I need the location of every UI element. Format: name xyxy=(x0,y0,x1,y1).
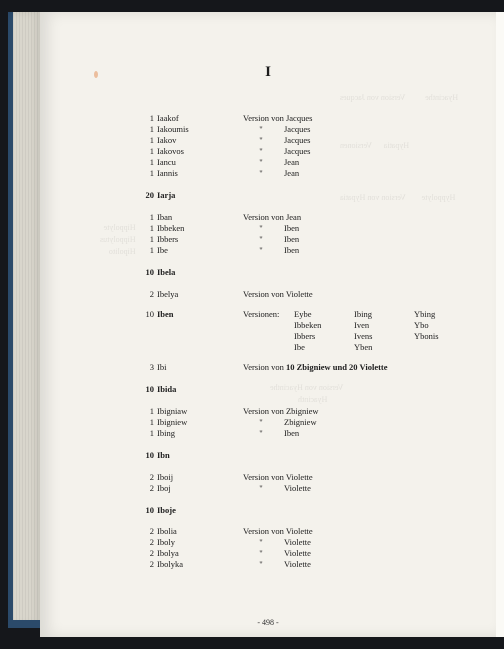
entry-name: Iben xyxy=(157,309,174,319)
entry-name: Ibe xyxy=(157,245,168,255)
entry-name: Iancu xyxy=(157,157,176,167)
ditto-mark: " xyxy=(259,124,263,134)
entry-name: Ibn xyxy=(157,450,170,460)
entry-count: 1 xyxy=(149,146,154,156)
entry-count: 10 xyxy=(145,450,154,460)
entry-count: 1 xyxy=(149,212,154,222)
entry-name: Ibelya xyxy=(157,289,179,299)
entry-row xyxy=(40,482,496,495)
entry-reference: Jean xyxy=(284,168,300,178)
entry-count: 1 xyxy=(149,168,154,178)
entry-reference: Violette xyxy=(284,483,311,493)
entry-version: Version von Zbigniew xyxy=(243,406,319,416)
entry-name: Ibing xyxy=(157,428,175,438)
entry-count: 1 xyxy=(149,124,154,134)
entry-name: Iaakof xyxy=(157,113,179,123)
ditto-mark: " xyxy=(259,146,263,156)
entry-name: Iakovos xyxy=(157,146,184,156)
ditto-mark: " xyxy=(259,483,263,493)
version-name: Ybonis xyxy=(414,331,439,341)
versions-label: Versionen: xyxy=(243,309,280,319)
entry-row xyxy=(40,244,496,257)
entry-count: 10 xyxy=(145,309,154,319)
entry-count: 1 xyxy=(149,428,154,438)
entry-version: Version von Violette xyxy=(243,289,313,299)
entry-reference: Violette xyxy=(284,548,311,558)
entry-name: Iboly xyxy=(157,537,175,547)
entry-reference: Jean xyxy=(284,157,300,167)
section-letter: I xyxy=(265,64,271,80)
entry-count: 10 xyxy=(145,384,154,394)
version-name: Iven xyxy=(354,320,370,330)
book-page-edges xyxy=(8,12,42,624)
ditto-mark: " xyxy=(259,223,263,233)
entry-row xyxy=(40,266,496,279)
ditto-mark: " xyxy=(259,157,263,167)
entry-row xyxy=(40,308,496,352)
entry-row xyxy=(40,449,496,462)
entry-name: Iboje xyxy=(157,505,176,515)
entry-version-bold: 10 Zbigniew und 20 Violette xyxy=(285,362,388,372)
entry-row xyxy=(40,504,496,517)
entry-row xyxy=(40,288,496,301)
version-name: Ibbeken xyxy=(294,320,322,330)
entry-version: Version von Jean xyxy=(243,212,302,222)
entry-version: Version von Violette xyxy=(243,472,313,482)
entry-name: Ibela xyxy=(157,267,176,277)
ditto-mark: " xyxy=(259,428,263,438)
entry-row xyxy=(40,189,496,202)
version-name: Ivens xyxy=(354,331,373,341)
version-name: Eybe xyxy=(294,309,312,319)
entry-count: 2 xyxy=(149,483,154,493)
entry-reference: Iben xyxy=(284,223,300,233)
entry-version: Version von Violette xyxy=(243,526,313,536)
version-name: Ybing xyxy=(414,309,436,319)
entry-count: 2 xyxy=(149,537,154,547)
entry-version: Version von 10 Zbigniew und 20 Violette xyxy=(243,362,388,372)
entry-name: Ibbers xyxy=(157,234,179,244)
entry-name: Iannis xyxy=(157,168,178,178)
entry-name: Ibigniew xyxy=(157,417,188,427)
version-name: Ybo xyxy=(414,320,429,330)
entry-count: 2 xyxy=(149,526,154,536)
entry-count: 2 xyxy=(149,559,154,569)
version-name: Ibing xyxy=(354,309,372,319)
entry-count: 20 xyxy=(145,190,154,200)
entry-count: 2 xyxy=(149,472,154,482)
entry-name: Ibolya xyxy=(157,548,179,558)
version-name: Ibe xyxy=(294,342,305,352)
ditto-mark: " xyxy=(259,245,263,255)
entry-name: Iarja xyxy=(157,190,176,200)
entry-reference: Iben xyxy=(284,245,300,255)
book-page: Hyacinthe Version von Jacques Hypatia Versionen Hyppolyte Version von Hypatia Hippolyte Hippolytus Hipolito Version von Hyacinthe Hyacinth I 1 Iaakof Version von Jacques 1 Iakoumis " Jacques 1 Iakov " Jacques 1 Iakovos " Jacques 1 Iancu " Jean 1 Iannis " Jean 20 Iarja 1 Iban Version von Jean 1 Ibbeken " Iben 1 Ibbers " Iben 1 Ibe " Iben 10 Ibela 2 Ibelya Version von Violette 10 Iben Versionen: Eybe Ibing Ybing Ibbeken Iven Ybo Ibbers Ivens Ybonis Ibe Yben 3 Ibi Version von 10 Zbigniew und 20 Violette 10 Ibida 1 Ibigniaw Version von Zbigniew 1 Ibigniew " Zbigniew 1 Ibing " Iben 10 Ibn 2 Iboij Version von Violette 2 Iboj " Violette 10 Iboje 2 Ibolia Version von Violette 2 Iboly " Violette 2 Ibolya " Violette 2 Ibolyka " Violette - 498 - xyxy=(40,12,496,637)
version-name: Ibbers xyxy=(294,331,316,341)
entry-count: 2 xyxy=(149,548,154,558)
version-name: Yben xyxy=(354,342,373,352)
entry-reference: Iben xyxy=(284,428,300,438)
entry-reference: Iben xyxy=(284,234,300,244)
ditto-mark: " xyxy=(259,537,263,547)
ditto-mark: " xyxy=(259,234,263,244)
next-page-edge xyxy=(495,12,504,637)
entry-count: 1 xyxy=(149,113,154,123)
entry-reference: Violette xyxy=(284,559,311,569)
entry-name: Ibigniaw xyxy=(157,406,188,416)
entry-name: Ibbeken xyxy=(157,223,185,233)
entry-count: 1 xyxy=(149,417,154,427)
entry-reference: Violette xyxy=(284,537,311,547)
entry-count: 1 xyxy=(149,245,154,255)
entry-name: Iakov xyxy=(157,135,177,145)
entry-name: Ibida xyxy=(157,384,177,394)
entry-name: Ibi xyxy=(157,362,167,372)
entry-row xyxy=(40,361,496,374)
entry-version: Version von Jacques xyxy=(243,113,313,123)
entry-count: 1 xyxy=(149,234,154,244)
entry-row xyxy=(40,383,496,396)
entry-name: Iboij xyxy=(157,472,174,482)
ditto-mark: " xyxy=(259,548,263,558)
ditto-mark: " xyxy=(259,417,263,427)
ditto-mark: " xyxy=(259,168,263,178)
ditto-mark: " xyxy=(259,135,263,145)
entry-reference: Zbigniew xyxy=(284,417,317,427)
entry-row xyxy=(40,558,496,571)
entry-count: 10 xyxy=(145,505,154,515)
entry-row xyxy=(40,167,496,180)
entry-name: Ibolia xyxy=(157,526,177,536)
entry-count: 1 xyxy=(149,135,154,145)
entry-reference: Jacques xyxy=(284,146,311,156)
entry-reference: Jacques xyxy=(284,124,311,134)
entry-name: Iakoumis xyxy=(157,124,189,134)
entry-count: 3 xyxy=(149,362,154,372)
entry-count: 2 xyxy=(149,289,154,299)
entry-name: Iban xyxy=(157,212,173,222)
entry-count: 10 xyxy=(145,267,154,277)
page-number: - 498 - xyxy=(257,618,279,627)
entry-row xyxy=(40,427,496,440)
entry-count: 1 xyxy=(149,406,154,416)
entry-count: 1 xyxy=(149,157,154,167)
ditto-mark: " xyxy=(259,559,263,569)
entry-name: Iboj xyxy=(157,483,171,493)
entry-reference: Jacques xyxy=(284,135,311,145)
entry-count: 1 xyxy=(149,223,154,233)
entry-name: Ibolyka xyxy=(157,559,183,569)
